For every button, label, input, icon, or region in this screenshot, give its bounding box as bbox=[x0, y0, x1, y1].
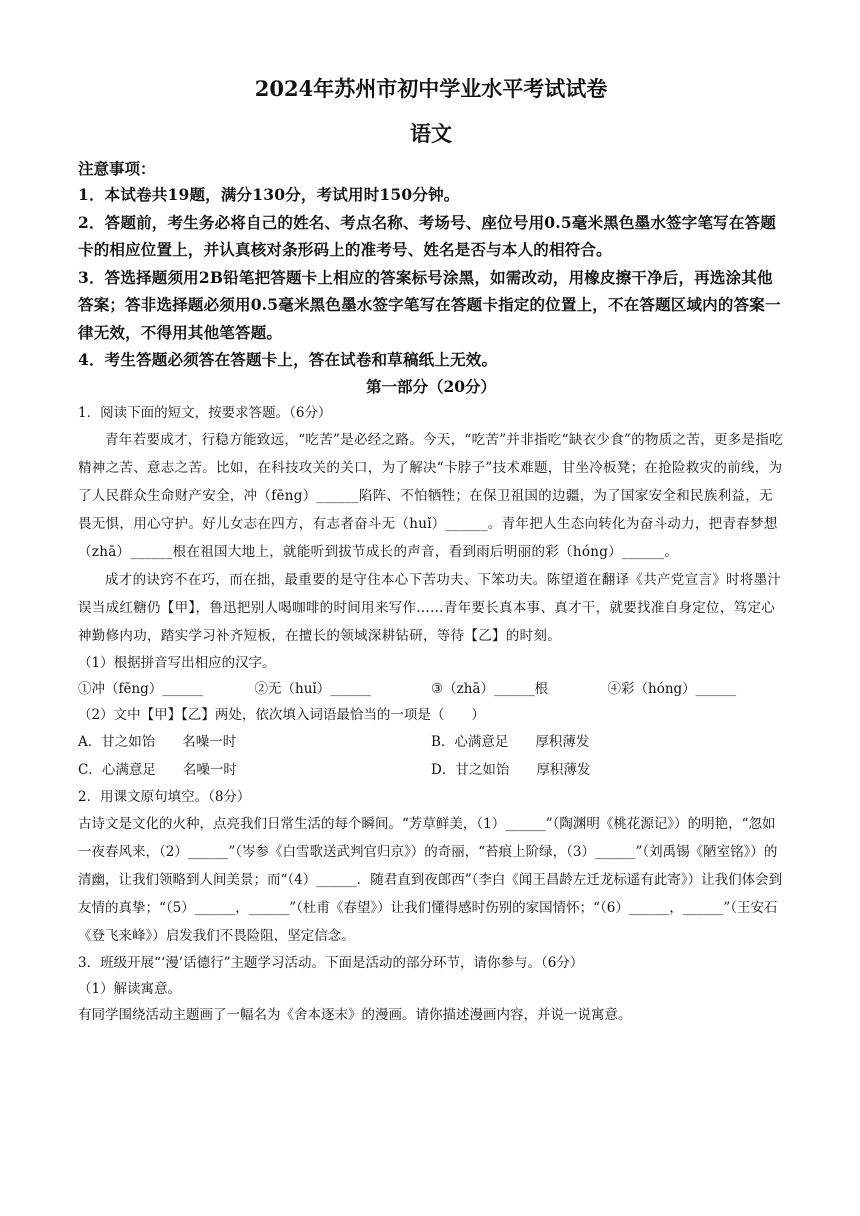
pinyin-item-1: ①冲（fēng）______ bbox=[78, 680, 203, 697]
question-3-text: 有同学围绕活动主题画了一幅名为《舍本逐末》的漫画。请你描述漫画内容，并说一说寓意。 bbox=[78, 1006, 632, 1023]
option-b: B．心满意足 厚积薄发 bbox=[431, 733, 590, 750]
passage-paragraph-2: 成才的诀窍不在巧，而在拙，最重要的是守住本心下苦功夫、下笨功夫。陈望道在翻译《共产党宣言》时将墨汁误当成红糖仍【甲】，鲁迅把别人喝咖啡的时间用来写作……青年要长真本事、真才干，就要找准自身定位，笃定心神勤修内功，踏实学习补齐短板，在擅长的领域深耕钻研，等待【乙】的时刻。 bbox=[78, 571, 782, 644]
question-2-text: 古诗文是文化的火种，点亮我们日常生活的每个瞬间。“芳草鲜美，（1）______”（陶渊明《桃花源记》）的明艳，“忽如一夜春风来，（2）______”（岑参《白雪歌送武判官归京》）的奇丽，“苔痕上阶绿，（3）______”（刘禹锡《陋室铭》）的清幽，让我们领略到人间美景；而“（4）______．随君直到夜郎西”（李白《闻王昌龄左迁龙标遥有此寄》）让我们体会到友情的真挚；“（5）______，______”（杜甫《春望》）让我们懂得感时伤别的家国情怀；“（6）______，______”（王安石《登飞来峰》）启发我们不畏险阻，坚定信念。 bbox=[78, 815, 783, 944]
option-d: D．甘之如饴 厚积薄发 bbox=[431, 761, 591, 778]
part-heading: 第一部分（20分） bbox=[365, 376, 497, 396]
note-item-4: 4．考生答题必须答在答题卡上，答在试卷和草稿纸上无效。 bbox=[78, 350, 498, 369]
pinyin-item-4: ④彩（hóng）______ bbox=[607, 680, 737, 697]
question-2-stem: 2．用课文原句填空。（8分） bbox=[78, 788, 251, 805]
question-1-sub-1: （1）根据拼音写出相应的汉字。 bbox=[78, 654, 276, 671]
pinyin-item-3: ③（zhā）______根 bbox=[431, 680, 548, 697]
exam-title: 2024年苏州市初中学业水平考试试卷 bbox=[254, 76, 608, 101]
pinyin-items bbox=[78, 676, 784, 702]
subject-title: 语文 bbox=[410, 121, 452, 146]
passage-paragraph-1: 青年若要成才，行稳方能致远，“吃苦”是必经之路。今天，“吃苦”并非指吃“缺衣少食”的物质之苦，更多是指吃精神之苦、意志之苦。比如，在科技攻关的关口，为了解决“卡脖子”技术难题，甘坐冷板凳；在抢险救灾的前线，为了人民群众生命财产安全，冲（fēng）______陷阵、不怕牺牲；在保卫祖国的边疆，为了国家安全和民族利益，无畏无惧，用心守护。好儿女志在四方，有志者奋斗无（huǐ）______。青年把人生态向转化为奋斗动力，把青春梦想（zhā）______根在祖国大地上，就能听到拔节成长的声音，看到雨后明丽的彩（hóng）______。 bbox=[78, 431, 784, 560]
pinyin-item-2: ②无（huǐ）______ bbox=[254, 680, 371, 697]
note-item-3: 3．答选择题须用2B铅笔把答题卡上相应的答案标号涂黑，如需改动，用橡皮擦干净后，再选涂其他答案；答非选择题必须用0.5毫米黑色墨水签字笔写在答题卡指定的位置上，不在答题区域内的答案一律无效，不得用其他笔答题。 bbox=[78, 267, 781, 342]
notes-heading: 注意事项： bbox=[78, 159, 156, 178]
question-1-sub-2: （2）文中【甲】【乙】两处，依次填入词语最恰当的一项是（ ） bbox=[78, 706, 485, 723]
question-3-stem: 3．班级开展“‘漫’话德行”主题学习活动。下面是活动的部分环节，请你参与。（6分） bbox=[78, 954, 584, 971]
exam-page bbox=[78, 74, 784, 1028]
option-a: A．甘之如饴 名噪一时 bbox=[78, 733, 237, 750]
question-3-sub-1: （1）解读寓意。 bbox=[78, 980, 182, 997]
option-c: C．心满意足 名噪一时 bbox=[78, 761, 237, 778]
note-item-2: 2．答题前，考生务必将自己的姓名、考点名称、考场号、座位号用0.5毫米黑色墨水签字笔写在答题卡的相应位置上，并认真核对条形码上的准考号、姓名是否与本人的相符合。 bbox=[78, 212, 776, 259]
options-row-1 bbox=[78, 728, 784, 756]
options-row-2 bbox=[78, 756, 784, 784]
question-1-stem: 1．阅读下面的短文，按要求答题。（6分） bbox=[78, 404, 332, 421]
note-item-1: 1．本试卷共19题，满分130分，考试用时150分钟。 bbox=[78, 185, 460, 204]
